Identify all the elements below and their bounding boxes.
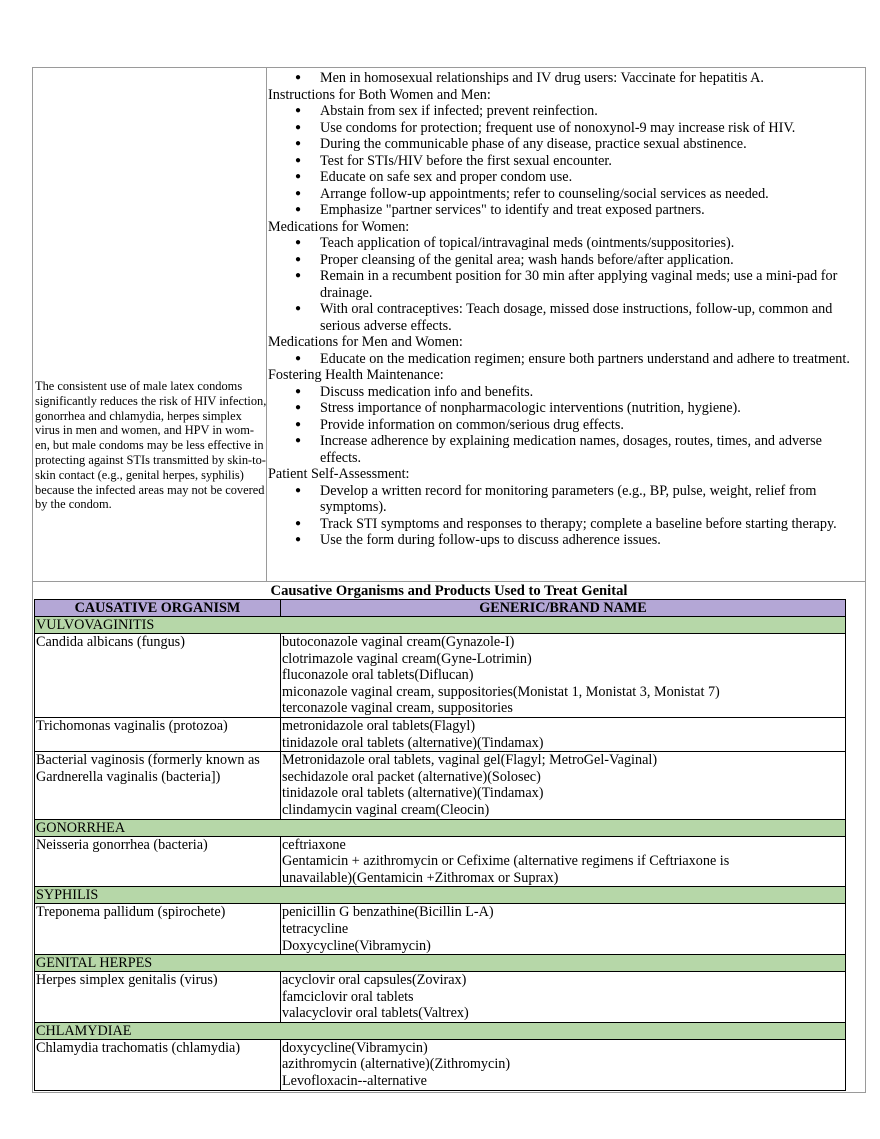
organisms-table [34,599,846,1091]
bullet-text: Provide information on common/serious drug effects. [320,416,624,433]
bullet-icon: ● [295,402,302,413]
bullet-text: Test for STIs/HIV before the first sexual encounter. [320,152,612,169]
bullet-item [268,483,865,516]
table-row [35,752,846,819]
bullet-text: Discuss medication info and benefits. [320,383,534,400]
bullet-item [268,252,865,269]
category-row [35,617,846,634]
category-label: VULVOVAGINITIS [35,617,846,634]
bullet-text: Develop a written record for monitoring parameters (e.g., BP, pulse, weight, relief from symptoms). [320,482,817,515]
table-row [35,904,846,955]
table-header-row [35,600,846,617]
product-line: valacyclovir oral tablets(Valtrex) [282,1005,469,1022]
products-cell [281,752,846,819]
bullet-item [268,400,865,417]
bullet-text: Educate on safe sex and proper condom use. [320,169,573,185]
bullet-text: Arrange follow-up appointments; refer to counseling/social services as needed. [320,185,769,202]
bullet-item [268,268,865,301]
bullet-item [268,186,865,203]
product-line: penicillin G benzathine(Bicillin L-A) [282,904,494,921]
bullet-icon: ● [295,517,302,529]
bullet-text: Educate on the medication regimen; ensure both partners understand and adhere to treatment. [320,350,850,367]
bullet-item [268,532,865,549]
category-row [35,955,846,972]
product-line: sechidazole oral packet (alternative)(Solosec) [282,768,541,785]
product-line: Metronidazole oral tablets, vaginal gel(Flagyl; MetroGel-Vaginal) [282,752,658,769]
product-line: ceftriaxone [282,836,346,853]
product-line: terconazole vaginal cream, suppositories [282,700,513,717]
category-label: GONORRHEA [35,819,846,836]
organism-cell: Bacterial vaginosis (formerly known as Gardnerella vaginalis (bacteria]) [35,752,281,819]
bullet-text: Teach application of topical/intravaginal meds (ointments/suppositories). [320,235,735,251]
bullet-icon: ● [295,435,302,446]
products-cell [281,717,846,751]
section-heading: Fostering Health Maintenance: [268,367,444,383]
organism-cell: Neisseria gonorrhea (bacteria) [35,836,281,887]
bullet-item [268,70,865,87]
bullet-icon: ● [295,121,302,133]
bullet-icon: ● [295,484,302,496]
instructions-cell [268,68,865,582]
product-line: Levofloxacin--alternative [282,1073,427,1090]
category-label: SYPHILIS [35,887,846,904]
condom-note: The consistent use of male latex condoms significantly reduces the risk of HIV infection, gonorrhea and chlamydia, herpes simplex virus in men and women, and HPV in wom-en, but male condoms may be less effective in protecting against STIs transmitted by skin-to-skin contact (e.g., genital herpes, syphilis) because the infected areas may not be covered by the condom. [35,379,267,512]
bullet-item [268,433,865,466]
bullet-item [268,351,865,368]
bullet-text: Use condoms for protection; frequent use of nonoxynol-9 may increase risk of HIV. [320,119,796,136]
organism-cell: Candida albicans (fungus) [35,634,281,718]
column-header-product: GENERIC/BRAND NAME [281,600,846,617]
product-line: fluconazole oral tablets(Diflucan) [282,667,474,684]
bullet-icon: ● [295,72,302,83]
table-row [35,972,846,1023]
bullet-item [268,103,865,120]
organism-cell: Treponema pallidum (spirochete) [35,904,281,955]
category-label: CHLAMYDIAE [35,1022,846,1039]
bullet-icon: ● [295,385,302,397]
category-row [35,1022,846,1039]
bullet-text: Increase adherence by explaining medication names, dosages, routes, times, and adverse effects. [320,433,822,466]
bullet-item [268,516,865,533]
organism-cell: Trichomonas vaginalis (protozoa) [35,717,281,751]
product-line: acyclovir oral capsules(Zovirax) [282,972,467,989]
bullet-item [268,301,865,334]
category-label: GENITAL HERPES [35,955,846,972]
bullet-item [268,384,865,401]
category-row [35,887,846,904]
bullet-icon: ● [295,270,302,281]
bullet-icon: ● [295,171,302,182]
product-line: tinidazole oral tablets (alternative)(Tindamax) [282,734,544,751]
bullet-text: Emphasize "partner services" to identify and treat exposed partners. [320,202,705,218]
organism-cell: Herpes simplex genitalis (virus) [35,972,281,1023]
bullet-icon: ● [295,187,302,199]
bullet-item [268,136,865,153]
product-line: unavailable)(Gentamicin +Zithromax or Suprax) [282,869,559,886]
bullet-item [268,417,865,434]
product-line: famciclovir oral tablets [282,988,414,1005]
section-heading: Medications for Men and Women: [268,334,463,350]
bullet-icon: ● [295,253,302,265]
table-title: Causative Organisms and Products Used to Treat Genital [270,583,628,599]
bullet-text: Track STI symptoms and responses to therapy; complete a baseline before starting therapy. [320,515,837,532]
organisms-table-body [35,617,846,1091]
condom-note-cell [33,68,267,582]
bullet-icon: ● [295,352,302,364]
products-cell [281,1039,846,1090]
bullet-text: Remain in a recumbent position for 30 min after applying vaginal meds; use a mini-pad for drainage. [320,268,838,301]
products-cell [281,836,846,887]
bullet-icon: ● [295,418,302,430]
product-line: metronidazole oral tablets(Flagyl) [282,717,476,734]
bullet-icon: ● [295,303,302,314]
table-row [35,1039,846,1090]
bullet-icon: ● [295,204,302,215]
bullet-icon: ● [295,237,302,248]
product-line: azithromycin (alternative)(Zithromycin) [282,1056,511,1073]
bullet-item [268,120,865,137]
products-cell [281,904,846,955]
bullet-item [268,153,865,170]
table-row [35,836,846,887]
section-heading: Instructions for Both Women and Men: [268,86,491,103]
bullet-text: Stress importance of nonpharmacologic interventions (nutrition, hygiene). [320,400,741,416]
product-line: miconazole vaginal cream, suppositories(Monistat 1, Monistat 3, Monistat 7) [282,683,720,700]
products-cell [281,634,846,718]
product-line: Gentamicin + azithromycin or Cefixime (alternative regimens if Ceftriaxone is [282,853,730,870]
product-line: tinidazole oral tablets (alternative)(Tindamax) [282,785,544,802]
bullet-text: Use the form during follow-ups to discuss adherence issues. [320,532,661,548]
bullet-item [268,169,865,186]
bullet-icon: ● [295,138,302,149]
product-line: doxycycline(Vibramycin) [282,1039,428,1056]
bullet-text: During the communicable phase of any disease, practice sexual abstinence. [320,136,747,152]
product-line: clotrimazole vaginal cream(Gyne-Lotrimin) [282,650,532,667]
category-row [35,819,846,836]
bullet-icon: ● [295,154,302,166]
column-header-organism: CAUSATIVE ORGANISM [35,600,281,617]
patient-education-row [33,68,865,582]
section-heading: Patient Self-Assessment: [268,466,410,482]
document-table [32,67,866,1093]
table-row [35,634,846,718]
product-line: tetracycline [282,920,349,937]
bullet-text: Men in homosexual relationships and IV drug users: Vaccinate for hepatitis A. [320,70,764,86]
bullet-item [268,202,865,219]
section-heading: Medications for Women: [268,218,410,235]
bullet-icon: ● [295,105,302,116]
bullet-text: Abstain from sex if infected; prevent reinfection. [320,103,598,119]
products-cell [281,972,846,1023]
product-line: clindamycin vaginal cream(Cleocin) [282,801,490,818]
bullet-icon: ● [295,534,302,545]
bullet-item [268,235,865,252]
bullet-text: With oral contraceptives: Teach dosage, missed dose instructions, follow-up, common and serious adverse effects. [320,301,833,334]
table-row [35,717,846,751]
organism-cell: Chlamydia trachomatis (chlamydia) [35,1039,281,1090]
product-line: butoconazole vaginal cream(Gynazole-I) [282,634,515,650]
bullet-text: Proper cleansing of the genital area; wash hands before/after application. [320,251,734,268]
product-line: Doxycycline(Vibramycin) [282,937,431,954]
